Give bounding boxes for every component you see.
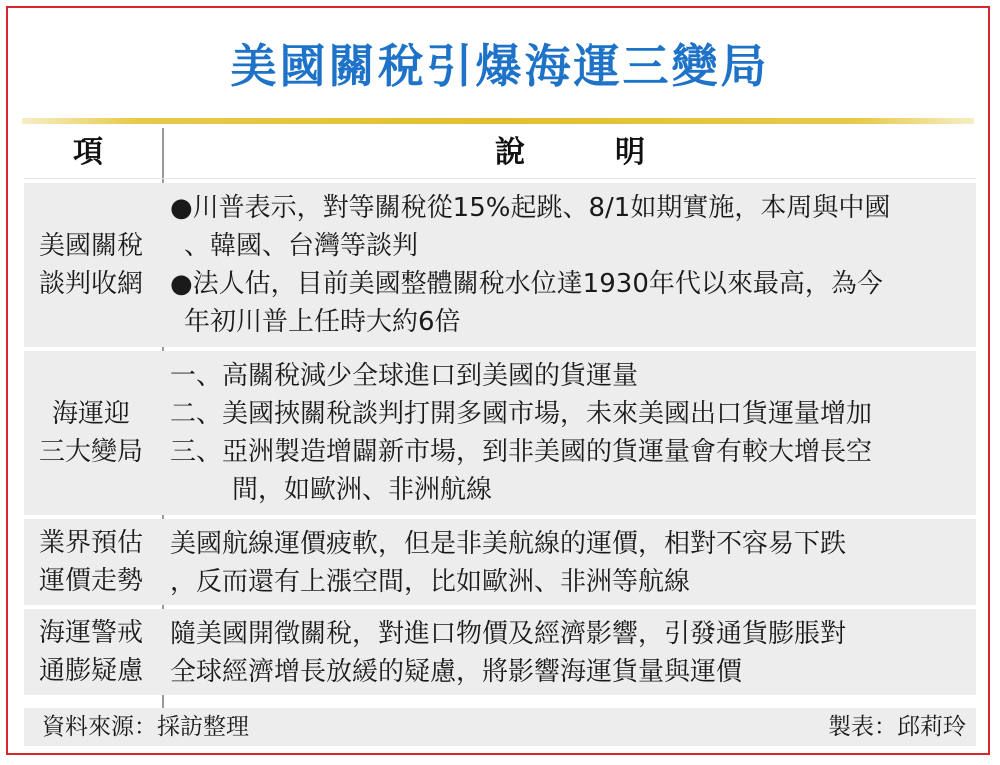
description-line: 二、美國挾關稅談判打開多國市場，未來美國出口貨運量增加 (170, 399, 873, 429)
table-row (24, 519, 976, 605)
description-line: 一、高關稅減少全球進口到美國的貨運量 (170, 361, 639, 391)
row-label (24, 351, 158, 515)
row-description (170, 351, 976, 515)
infographic-frame (6, 6, 990, 755)
header-item: 項 (73, 135, 133, 170)
table-row (24, 609, 976, 695)
description-line: 全球經濟增長放緩的疑慮，將影響海運貨量與運價 (170, 657, 743, 687)
row-label (24, 183, 158, 347)
footer (24, 708, 976, 746)
table-header (24, 128, 976, 179)
table-row (24, 351, 976, 515)
description-line: 年初川普上任時大約6倍 (184, 307, 461, 337)
row-label-line: 通膨疑慮 (38, 656, 143, 686)
description-line: ●法人估，目前美國整體關稅水位達1930年代以來最高，為今 (170, 269, 883, 299)
title-divider (22, 118, 974, 124)
row-description (170, 519, 976, 607)
description-line: 美國航線運價疲軟，但是非美航線的運價，相對不容易下跌 (170, 529, 847, 559)
row-label (24, 609, 158, 695)
description-line: 間，如歐洲、非洲航線 (232, 475, 493, 505)
description-line: 三、亞洲製造增闢新市場，到非美國的貨運量會有較大增長空 (170, 437, 873, 467)
row-label-line: 海運迎 (51, 399, 130, 429)
description-line: ●川普表示，對等關稅從15%起跳、8/1如期實施，本周與中國 (170, 193, 891, 223)
source-credit: 資料來源：採訪整理 (42, 714, 249, 740)
row-description (170, 609, 976, 697)
row-label-line: 海運警戒 (38, 618, 143, 648)
header-description: 說明 (495, 135, 735, 170)
info-table (24, 128, 976, 695)
row-label-line: 三大變局 (38, 437, 143, 467)
row-label-line: 業界預估 (38, 528, 143, 558)
table-row (24, 183, 976, 347)
row-label-line: 運價走勢 (38, 566, 143, 596)
page-title: 美國關稅引爆海運三變局 (230, 39, 770, 93)
row-label-line: 談判收網 (38, 269, 143, 299)
description-line: 、韓國、台灣等談判 (184, 231, 419, 261)
author-credit: 製表：邱莉玲 (828, 714, 966, 740)
description-line: 隨美國開徵關稅，對進口物價及經濟影響，引發通貨膨脹對 (170, 619, 847, 649)
row-label (24, 519, 158, 605)
row-description (170, 183, 976, 347)
row-label-line: 美國關稅 (38, 231, 143, 261)
description-line: ，反而還有上漲空間，比如歐洲、非洲等航線 (170, 567, 691, 597)
